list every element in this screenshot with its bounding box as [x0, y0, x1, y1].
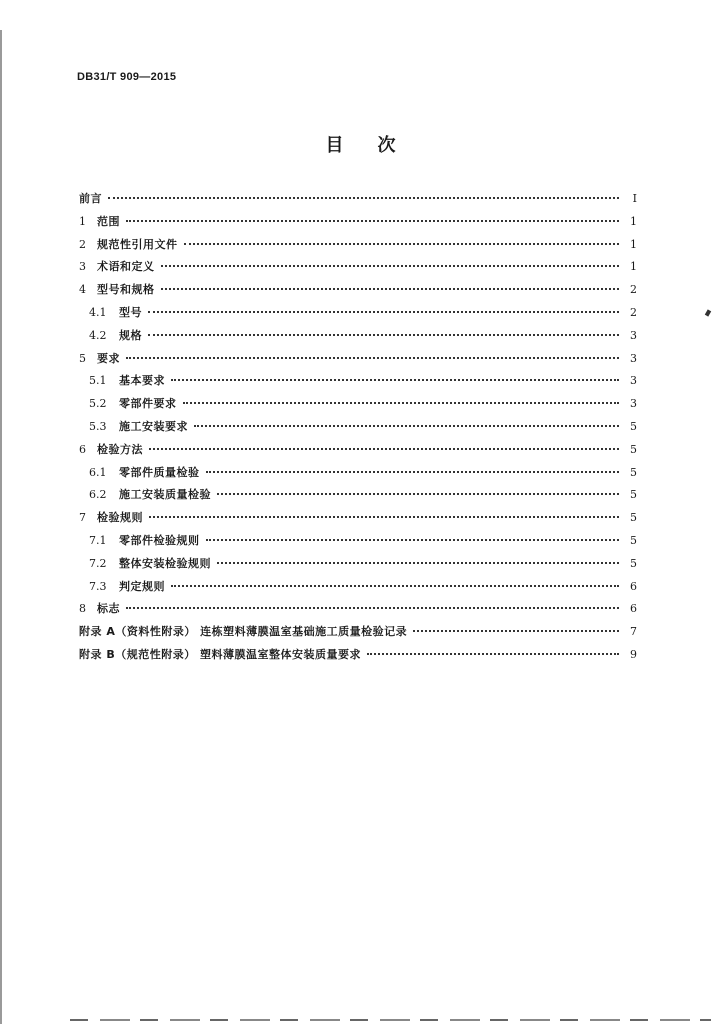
toc-entry-number: 7.2 [89, 556, 107, 570]
toc-entry-label: 附录 A（资料性附录） 连栋塑料薄膜温室基础施工质量检验记录 [79, 625, 408, 639]
toc-entry-label: 施工安装质量检验 [119, 488, 211, 502]
toc-entry-number: 3 [79, 260, 86, 274]
toc-leader-dots [161, 265, 620, 267]
toc-entry-number: 5.3 [89, 419, 107, 433]
toc-title [0, 131, 721, 157]
toc-entry-page: 3 [630, 328, 637, 342]
toc-entry-page: 2 [630, 283, 637, 297]
toc-entry-label: 要求 [97, 351, 120, 365]
toc-leader-dots [148, 311, 619, 313]
toc-entry-label: 规范性引用文件 [97, 237, 178, 251]
toc-entry[interactable] [79, 236, 637, 259]
toc-leader-dots [149, 448, 619, 450]
toc-entry[interactable] [79, 555, 637, 578]
toc-entry[interactable] [79, 327, 637, 350]
toc-entry-page: 6 [630, 579, 637, 593]
toc-entry-number: 7 [79, 511, 86, 525]
scan-left-edge [0, 30, 2, 1024]
toc-leader-dots [171, 379, 619, 381]
toc-title-char-2: 次 [377, 135, 396, 156]
toc-entry-page: 3 [630, 351, 637, 365]
toc-entry-number: 7.1 [89, 533, 107, 547]
toc-entry-label: 标志 [97, 602, 120, 616]
toc-entry[interactable] [79, 486, 637, 509]
toc-leader-dots [126, 607, 619, 609]
toc-entry-number: 2 [79, 237, 86, 251]
toc-entry-label: 规格 [119, 328, 142, 342]
toc-entry[interactable] [79, 646, 637, 669]
toc-entry-page: 1 [630, 214, 637, 228]
toc-entry-number: 6.1 [89, 465, 107, 479]
toc-entry-number: 4.1 [89, 305, 107, 319]
toc-title-char-1: 目 [325, 135, 344, 156]
toc-entry[interactable] [79, 213, 637, 236]
toc-entry[interactable] [79, 395, 637, 418]
toc-entry-page: 5 [630, 419, 637, 433]
scan-artifact [705, 309, 711, 316]
toc-entry-page: 6 [630, 602, 637, 616]
toc-entry-label: 型号和规格 [97, 283, 155, 297]
toc-entry-page: 2 [630, 305, 637, 319]
toc-entry-page: 9 [630, 647, 637, 661]
toc-entry-label: 零部件检验规则 [119, 533, 200, 547]
standard-code: DB31/T 909—2015 [77, 71, 177, 83]
toc-entry[interactable] [79, 258, 637, 281]
toc-entry-label: 判定规则 [119, 579, 165, 593]
toc-entry-page: 3 [630, 397, 637, 411]
toc-entry-label: 整体安装检验规则 [119, 556, 211, 570]
toc-entry-label: 基本要求 [119, 374, 165, 388]
toc-entry[interactable] [79, 441, 637, 464]
toc-entry-page: 5 [630, 442, 637, 456]
toc-leader-dots [171, 585, 619, 587]
toc-entry-label: 型号 [119, 305, 142, 319]
toc-entry-label: 施工安装要求 [119, 419, 188, 433]
toc-entry[interactable] [79, 578, 637, 601]
toc-entry-number: 6 [79, 442, 86, 456]
toc-leader-dots [126, 357, 619, 359]
toc-entry-page: 5 [630, 511, 637, 525]
toc-entry[interactable] [79, 623, 637, 646]
toc-entry-page: 5 [630, 556, 637, 570]
toc-leader-dots [148, 334, 619, 336]
toc-entry-number: 4.2 [89, 328, 107, 342]
toc-entry-page: 5 [630, 533, 637, 547]
toc-entry[interactable] [79, 464, 637, 487]
toc-entry-number: 5.2 [89, 397, 107, 411]
toc-entry-label: 零部件质量检验 [119, 465, 200, 479]
toc-entry[interactable] [79, 600, 637, 623]
toc-entry[interactable] [79, 304, 637, 327]
toc-entry-number: 8 [79, 602, 86, 616]
toc-entry-number: 5.1 [89, 374, 107, 388]
toc-leader-dots [126, 220, 619, 222]
toc-entry-page: 7 [630, 625, 637, 639]
toc-entry-page: 1 [630, 260, 637, 274]
toc-entry[interactable] [79, 418, 637, 441]
scan-bottom-edge [70, 1019, 711, 1021]
toc-entry-number: 1 [79, 214, 86, 228]
toc-entry-number: 5 [79, 351, 86, 365]
toc-leader-dots [194, 425, 619, 427]
toc-entry[interactable] [79, 350, 637, 373]
toc-entry[interactable] [79, 509, 637, 532]
table-of-contents [79, 190, 637, 669]
toc-entry-label: 零部件要求 [119, 397, 177, 411]
toc-leader-dots [108, 197, 619, 199]
toc-entry[interactable] [79, 281, 637, 304]
toc-leader-dots [413, 630, 619, 632]
toc-leader-dots [161, 288, 620, 290]
toc-entry-number: 7.3 [89, 579, 107, 593]
toc-leader-dots [184, 243, 620, 245]
toc-entry-page: Ⅰ [632, 192, 637, 205]
toc-entry-page: 3 [630, 374, 637, 388]
toc-entry-label: 范围 [97, 214, 120, 228]
toc-entry-number: 6.2 [89, 488, 107, 502]
toc-entry-label: 检验规则 [97, 511, 143, 525]
toc-leader-dots [217, 493, 619, 495]
toc-leader-dots [217, 562, 619, 564]
toc-entry-label: 前言 [79, 192, 102, 205]
toc-leader-dots [367, 653, 619, 655]
toc-leader-dots [206, 539, 620, 541]
toc-entry-label: 术语和定义 [97, 260, 155, 274]
toc-entry[interactable] [79, 532, 637, 555]
toc-entry[interactable] [79, 190, 637, 213]
toc-entry-number: 4 [79, 283, 86, 297]
toc-leader-dots [206, 471, 620, 473]
toc-leader-dots [183, 402, 620, 404]
toc-entry-page: 1 [630, 237, 637, 251]
toc-entry[interactable] [79, 372, 637, 395]
toc-leader-dots [149, 516, 619, 518]
toc-entry-label: 检验方法 [97, 442, 143, 456]
toc-entry-page: 5 [630, 488, 637, 502]
toc-entry-page: 5 [630, 465, 637, 479]
toc-entry-label: 附录 B（规范性附录） 塑料薄膜温室整体安装质量要求 [79, 647, 362, 661]
